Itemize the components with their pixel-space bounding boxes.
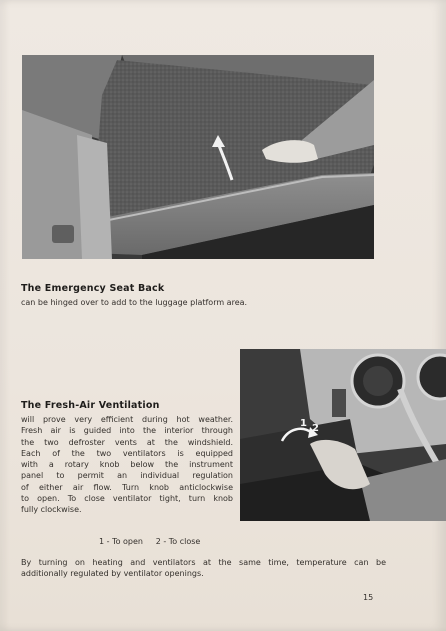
closing-line: additionally regulated by ventilator openings.: [21, 569, 204, 579]
seat-section-title: The Emergency Seat Back: [21, 283, 165, 294]
page-number: 15: [363, 593, 374, 602]
photo-label-1: 1: [300, 418, 307, 429]
seat-section-body: can be hinged over to add to the luggage platform area.: [21, 298, 248, 307]
seat-back-photo: [22, 55, 374, 259]
closing-paragraph: [21, 557, 386, 580]
ventilation-line: the two defroster vents at the windshield.: [21, 437, 233, 447]
ventilation-line: panel to permit an individual regulation: [21, 471, 233, 481]
ventilation-line: Fresh air is guided into the interior through: [21, 426, 233, 436]
ventilation-section-title: The Fresh-Air Ventilation: [21, 400, 160, 411]
closing-line: By turning on heating and ventilators at the same time, temperature can be: [21, 558, 386, 567]
ventilation-line: Each of the two ventilators is equipped: [21, 448, 233, 458]
ventilation-line: of either air flow. Turn knob anticlockwise: [21, 482, 233, 492]
ventilation-line: fully clockwise.: [21, 505, 82, 515]
ventilation-legend: 1 - To open 2 - To close: [99, 537, 201, 546]
ventilation-line: to open. To close ventilator tight, turn knob: [21, 494, 233, 504]
ventilation-line: with a rotary knob below the instrument: [21, 460, 233, 470]
ventilation-line: will prove very efficient during hot weather.: [21, 415, 233, 424]
ventilation-photo: [240, 349, 446, 521]
ventilation-section-body: [21, 414, 233, 516]
photo-label-2: 2: [312, 423, 319, 434]
